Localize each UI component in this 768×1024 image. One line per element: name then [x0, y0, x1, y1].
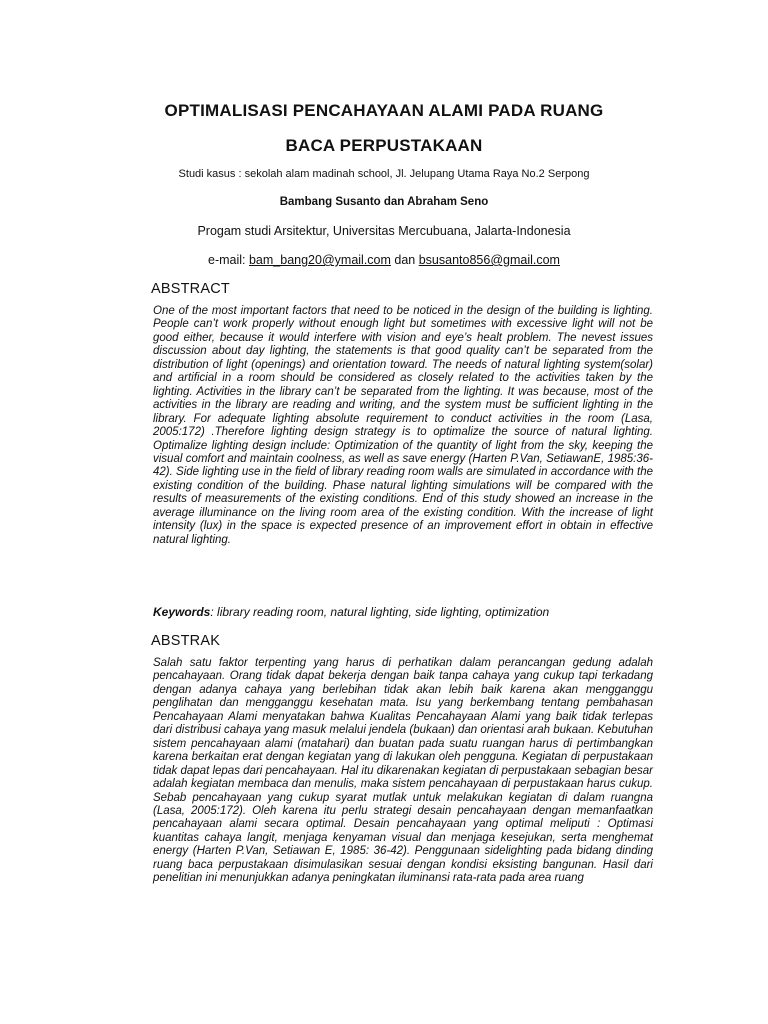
email-line	[0, 253, 768, 267]
abstract-heading: ABSTRACT	[151, 281, 230, 297]
affiliation-line: Progam studi Arsitektur, Universitas Mercubuana, Jalarta-Indonesia	[197, 224, 571, 238]
paper-title-line-2: BACA PERPUSTAKAAN	[285, 136, 483, 155]
keywords-text: : library reading room, natural lighting, side lighting, optimization	[210, 605, 550, 619]
email-link-1[interactable]: bam_bang20@ymail.com	[248, 253, 391, 267]
abstrak-heading: ABSTRAK	[151, 633, 221, 649]
email-connector: dan	[390, 253, 419, 267]
email-link-2[interactable]: bsusanto856@gmail.com	[418, 253, 560, 267]
keywords-line	[153, 605, 673, 619]
authors-line: Bambang Susanto dan Abraham Seno	[279, 196, 489, 208]
keywords-label: Keywords	[153, 605, 211, 619]
abstrak-paragraph: Salah satu faktor terpenting yang harus di perhatikan dalam perancangan gedung adalah pencahayaan. Orang tidak dapat bekerja dengan baik tanpa cahaya yang cukup tapi terkadang dengan adanya cahaya yang berlebihan tidak akan lebih baik karena akan mengganggu penglihatan dan mengganggu kesehatan mata. Isu yang berkembang tentang pembahasan Pencahayaan Alami menyatakan bahwa Kualitas Pencahayaan Alami yang baik tidak terlepas dari distribusi cahaya yang masuk melalui jendela (bukaan) dan orientasi arah bukaan. Kebutuhan sistem pencahayaan alami (matahari) dan buatan pada suatu ruangan harus di pertimbangkan karena berkaitan erat dengan kegiatan yang di lakukan oleh pengguna. Kegiatan di perpustakaan tidak dapat lepas dari pencahayaan. Hal itu dikarenakan kegiatan di perpustakaan sebagian besar adalah kegiatan membaca dan menulis, maka sistem pencahayaan di perpustakaan harus cukup. Sebab pencahayaan yang cukup syarat mutlak untuk melakukan kegiatan di dalam ruangna (Lasa, 2005:172). Oleh karena itu perlu strategi desain pencahayaan dengan memanfaatkan pencahayaan alami secara optimal. Desain pencahayaan yang optimal meliputi : Optimasi kuantitas cahaya langit, menjaga kenyaman visual dan menjaga kesejukan, serta menghemat energy (Harten P.Van, Setiawan E, 1985: 36-42). Penggunaan sidelighting pada bidang dinding ruang baca perpustakaan disimulasikan sesuai dengan kondisi eksisting bangunan. Hasil dari penelitian ini menunjukkan adanya peningkatan iluminansi rata-rata pada area ruang	[153, 657, 653, 885]
email-label: e-mail:	[208, 253, 249, 267]
abstract-paragraph: One of the most important factors that need to be noticed in the design of the building is lighting. People can’t work properly without enough light but sometimes with excessive light will not be good either, because it would interfere with vision and eye’s healt problem. The nevest issues discussion about day lighting, the statements is that good quality can’t be separated from the distribution of light (openings) and orientation toward. The needs of natural lighting system(solar) and artificial in a room should be considered as closely related to the activities taken by the lighting. Activities in the library can’t be separated from the lighting. It was because, most of the activities in the library are reading and writing, and the system must be sufficient lighting in the library. For adequate lighting absolute requirement to conduct activities in the room (Lasa, 2005:172) .Therefore lighting design strategy is to optimalize the source of natural lighting. Optimalize lighting design include: Optimization of the quantity of light from the sky, keeping the visual comfort and maintain coolness, as well as save energy (Harten P.Van, SetiawanE, 1985:36-42). Side lighting use in the field of library reading room walls are simulated in accordance with the existing condition of the building. Phase natural lighting simulations will be compared with the results of measurements of the existing conditions. End of this study showed an increase in the average illuminance on the living room area of the existing condition. With the increase of light intensity (lux) in the space is expected presence of an improvement effort in obtain in effective natural lighting.	[153, 305, 653, 546]
study-case-line: Studi kasus : sekolah alam madinah school, Jl. Jelupang Utama Raya No.2 Serpong	[178, 168, 590, 180]
paper-title-line-1: OPTIMALISASI PENCAHAYAAN ALAMI PADA RUANG	[164, 101, 604, 120]
